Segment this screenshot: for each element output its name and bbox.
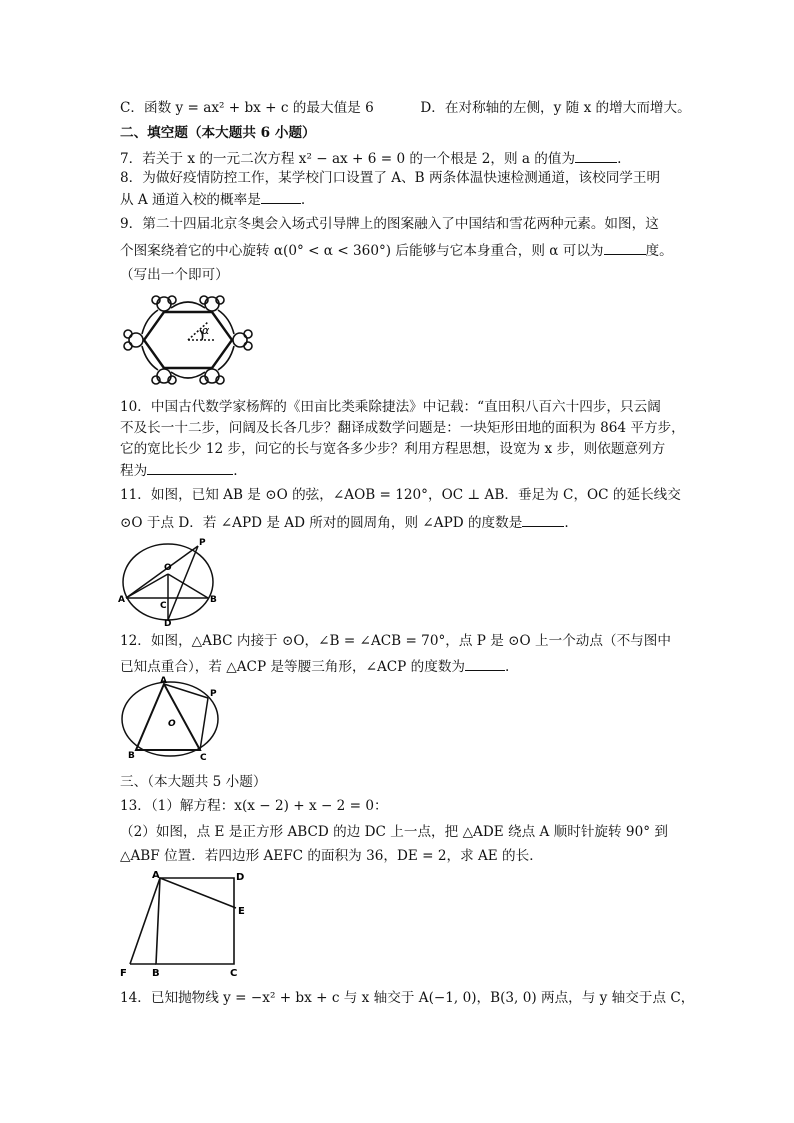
q13-part2-line1: （2）如图，点 E 是正方形 ABCD 的边 DC 上一点，把 △ADE 绕点 A 顺时针旋转 90° 到 <box>120 824 668 840</box>
q9-end: 度。 <box>645 243 673 259</box>
q9-alpha-label: α <box>202 324 210 337</box>
q11-line1: 11．如图，已知 AB 是 ⊙O 的弦，∠AOB = 120°，OC ⊥ AB．垂足为 C，OC 的延长线交 <box>120 487 681 503</box>
q10-line3: 它的宽比长少 12 步，问它的长与宽各多少步？利用方程思想，设宽为 x 步，则依题意列方 <box>120 441 666 457</box>
q11-answer-blank[interactable] <box>522 512 564 527</box>
q8-text2: 从 A 通道入校的概率是 <box>120 192 261 208</box>
q8-answer-blank[interactable] <box>261 189 301 204</box>
q13-label-c: C <box>230 968 238 978</box>
q12-label-c: C <box>200 753 207 762</box>
q10-line1: 10．中国古代数学家杨辉的《田亩比类乘除捷法》中记载：“直田积八百六十四步，只云阔 <box>120 399 661 415</box>
q12-end: . <box>505 659 510 675</box>
q9-line1: 9．第二十四届北京冬奥会入场式引导牌上的图案融入了中国结和雪花两种元素。如图，这 <box>120 216 659 232</box>
section3-title: 三、（本大题共 5 小题） <box>120 774 267 790</box>
q11-end: . <box>564 515 569 531</box>
q12-line1: 12．如图，△ABC 内接于 ⊙O，∠B = ∠ACB = 70°，点 P 是 ⊙O 上一个动点（不与图中 <box>120 633 671 649</box>
q11-label-b: B <box>210 595 217 605</box>
q10-line2: 不及长一十二步，问阔及长各几步？翻译成数学问题是：一块矩形田地的面积为 864 平方步， <box>120 420 685 436</box>
q9-answer-blank[interactable] <box>604 240 646 255</box>
q11-label-a: A <box>118 595 125 605</box>
q14-line: 14．已知抛物线 y = −x² + bx + c 与 x 轴交于 A(−1, 0)，B(3, 0) 两点，与 y 轴交于点 C， <box>120 990 695 1006</box>
q11-line2 <box>120 512 680 533</box>
q12-label-b: B <box>128 751 135 761</box>
q13-square-figure <box>116 868 256 978</box>
q8-line2 <box>120 189 680 210</box>
q10-answer-blank[interactable] <box>147 460 233 475</box>
q12-label-p: P <box>210 689 217 699</box>
q11-label-o: O <box>164 563 172 573</box>
q11-label-d: D <box>164 619 172 626</box>
q13-label-f: F <box>120 968 127 978</box>
q10-text4: 程为 <box>120 463 148 479</box>
q10-line4 <box>120 460 680 481</box>
q6-options-line <box>120 98 691 118</box>
q11-label-c: C <box>160 601 167 611</box>
q12-label-a: A <box>160 676 167 686</box>
q13-part1: 13．（1）解方程：x(x − 2) + x − 2 = 0： <box>120 798 388 814</box>
q12-text2: 已知点重合），若 △ACP 是等腰三角形，∠ACP 的度数为 <box>120 659 466 675</box>
q6-option-d: D．在对称轴的左侧，y 随 x 的增大而增大。 <box>420 100 691 116</box>
q12-answer-blank[interactable] <box>465 656 505 671</box>
q7-text: 7．若关于 x 的一元二次方程 x² − ax + 6 = 0 的一个根是 2，则 a 的值为 <box>120 151 576 167</box>
q13-label-e: E <box>238 906 245 917</box>
section2-title: 二、填空题（本大题共 6 小题） <box>120 125 316 141</box>
q13-part2-line2: △ABF 位置．若四边形 AEFC 的面积为 36，DE = 2，求 AE 的长． <box>120 848 543 864</box>
q8-line1: 8．为做好疫情防控工作，某学校门口设置了 A、B 两条体温快速检测通道，该校同学王明 <box>120 170 661 186</box>
q10-end: . <box>233 463 238 479</box>
q9-knot-figure <box>118 290 258 390</box>
q12-label-o: O <box>168 719 176 729</box>
q6-option-c: C．函数 y = ax² + bx + c 的最大值是 6 <box>120 100 374 116</box>
q11-label-p: P <box>199 538 206 548</box>
q11-text2: ⊙O 于点 D．若 ∠APD 是 AD 所对的圆周角，则 ∠APD 的度数是 <box>120 515 523 531</box>
q9-text2: 个图案绕着它的中心旋转 α(0° < α < 360°) 后能够与它本身重合，则 α 可以为 <box>120 243 604 259</box>
q11-circle-figure <box>118 538 218 626</box>
q13-label-a: A <box>152 870 160 881</box>
q9-line3: （写出一个即可） <box>120 267 229 283</box>
q12-circle-figure <box>118 676 224 762</box>
q7-end: . <box>617 151 622 167</box>
q12-line2 <box>120 656 680 677</box>
q8-end: . <box>300 192 306 208</box>
q13-label-b: B <box>152 968 160 978</box>
q13-label-d: D <box>236 872 245 883</box>
q9-line2 <box>120 240 680 261</box>
q7-answer-blank[interactable] <box>575 148 617 163</box>
q7-line <box>120 148 680 169</box>
